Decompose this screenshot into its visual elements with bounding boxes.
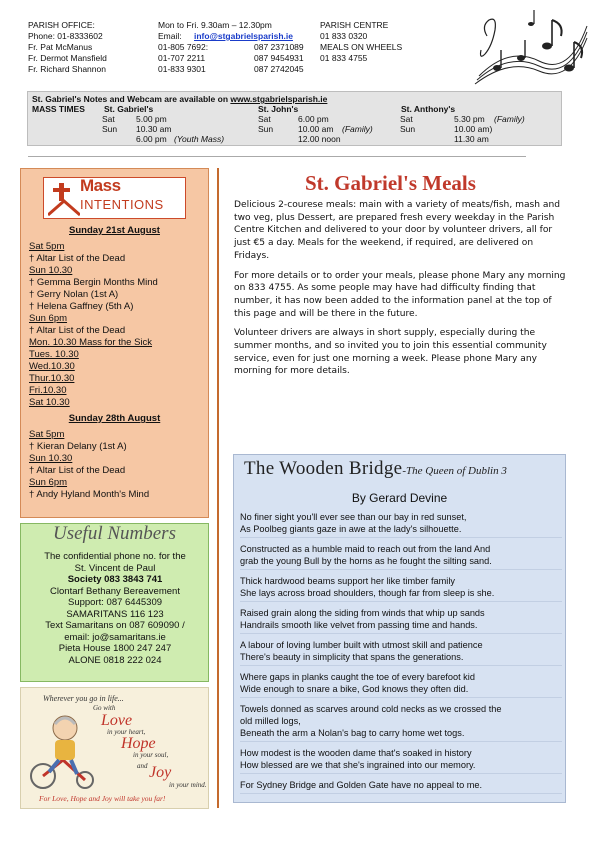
intention-line: † Kieran Delany (1st A) xyxy=(29,441,127,452)
meals-paragraph: For more details or to order your meals, please phone Mary any morning on 833 4755. As some people may have had difficulty finding that number, it has now been added to the information panel at the top of this page and will be there in the future. xyxy=(234,270,566,319)
intention-line: † Gemma Bergin Months Mind xyxy=(29,277,158,288)
intention-line: † Altar List of the Dead xyxy=(29,253,126,264)
poem-line: Raised grain along the siding from winds that whip up sands xyxy=(240,608,485,618)
card-footer: For Love, Hope and Joy will take you far! xyxy=(39,794,166,803)
card-text: Wherever you go in life... xyxy=(43,694,124,703)
priest-mobile: 087 2742045 xyxy=(254,64,304,74)
useful-number-line: Pieta House 1800 247 247 xyxy=(58,643,172,654)
poem-stanza xyxy=(240,671,562,698)
priest-mobile: 087 9454931 xyxy=(254,53,304,63)
grandpa-tricycle-illustration xyxy=(29,710,99,792)
header-label: PARISH OFFICE: xyxy=(28,20,95,30)
useful-number-line: Society 083 3843 741 xyxy=(67,574,163,585)
sunday-heading: Sunday 21st August xyxy=(69,225,160,236)
mass-time-label: Mon. 10.30 Mass for the Sick xyxy=(29,337,153,348)
card-text: in your heart, xyxy=(107,728,146,736)
priest-phone: 01-833 9301 xyxy=(158,64,206,74)
poem-line: Thick hardwood beams support her like timber family xyxy=(240,576,455,586)
priest-name: Fr. Dermot Mansfield xyxy=(28,53,107,63)
header-divider xyxy=(28,156,526,157)
poem-line: How blessed are we that she's ingrained into our memory. xyxy=(240,760,476,770)
priest-name: Fr. Pat McManus xyxy=(28,42,93,52)
card-text: and xyxy=(137,762,148,770)
card-text: in your soul, xyxy=(133,751,169,759)
intention-line: † Altar List of the Dead xyxy=(29,465,126,476)
poem-line: There's beauty in simplicity that spans the generations. xyxy=(240,652,464,662)
mass-times-label: MASS TIMES xyxy=(32,104,85,114)
mass-times-row: Sun 10.30 am Sun 10.00 am (Family) Sun 10.00 am) xyxy=(102,124,493,134)
logo-text: Mass xyxy=(80,176,121,195)
poem-line: As Poolbeg giants gaze in awe at the lady's silhouette. xyxy=(240,524,462,534)
poem-stanza xyxy=(240,543,562,570)
header-label: MEALS ON WHEELS xyxy=(320,42,403,52)
useful-number-line: St. Vincent de Paul xyxy=(74,562,156,574)
header-label: PARISH CENTRE xyxy=(320,20,389,30)
mass-times-panel xyxy=(27,91,562,146)
useful-number-line: Support: 087 6445309 xyxy=(67,597,163,608)
poem-line: Wide enough to snare a bike, God knows they often did. xyxy=(240,684,469,694)
mass-times-row: Sat 5.00 pm Sat 6.00 pm Sat 5.30 pm (Family) xyxy=(102,114,525,124)
poem-stanza xyxy=(240,703,562,742)
mass-time-label: Wed.10.30 xyxy=(29,361,75,372)
meals-paragraph: Volunteer drivers are always in short supply, especially during the summer months, and so invited you to join this essential community service, even for just one morning a week. Please phone Mary any morning for more details. xyxy=(234,328,547,377)
email-label: Email: xyxy=(158,31,182,41)
office-hours: Mon to Fri. 9.30am – 12.30pm xyxy=(158,20,272,30)
poem-line: For Sydney Bridge and Golden Gate have no appeal to me. xyxy=(240,780,483,790)
church-name: St. Anthony's xyxy=(401,104,456,114)
meals-title: St. Gabriel's Meals xyxy=(305,171,476,195)
mass-time-label: Sun 6pm xyxy=(29,477,68,488)
poem-title xyxy=(244,458,507,479)
useful-number-line: Clontarf Bethany Bereavement xyxy=(50,585,180,597)
poem-stanza xyxy=(240,639,562,666)
card-text: in your mind. xyxy=(169,781,207,789)
poem-stanza xyxy=(240,575,562,602)
church-cross-icon xyxy=(48,181,80,217)
meals-article xyxy=(234,199,566,385)
poem-line: No finer sight you'll ever see than our bay in red sunset, xyxy=(240,512,467,522)
poem-stanza xyxy=(240,511,562,538)
mass-time-label: Thur.10.30 xyxy=(29,373,75,384)
priest-mobile: 087 2371089 xyxy=(254,42,304,52)
useful-number-line: The confidential phone no. for the xyxy=(44,551,186,562)
poem-subtitle: -The Queen of Dublin 3 xyxy=(402,465,507,477)
parish-website-link[interactable]: www.stgabrielsparish.ie xyxy=(230,94,328,104)
church-name: St. John's xyxy=(258,104,299,114)
sunday-heading: Sunday 28th August xyxy=(68,413,161,424)
card-text: Go with xyxy=(93,704,116,712)
poem-stanza xyxy=(240,747,562,774)
music-notes-icon xyxy=(469,6,589,88)
poem-line: Constructed as a humble maid to reach out from the land And xyxy=(240,544,491,554)
poem-line: Beneath the arm a Nolan's bag to carry home wet togs. xyxy=(240,728,465,738)
column-divider xyxy=(217,168,219,808)
card-text: Hope xyxy=(121,735,156,752)
logo-text: INTENTIONS xyxy=(80,197,164,212)
poem-title-main: The Wooden Bridge xyxy=(244,458,403,479)
mass-time-label: Sat 10.30 xyxy=(29,397,70,408)
intention-line: † Andy Hyland Month's Mind xyxy=(29,489,150,500)
mass-times-row: 6.00 pm (Youth Mass) 12.00 noon 11.30 am xyxy=(136,134,489,144)
poem-stanza xyxy=(240,607,562,634)
useful-number-line: SAMARITANS 116 123 xyxy=(66,608,164,620)
useful-number-line: ALONE 0818 222 024 xyxy=(68,654,162,666)
mass-time-label: Sat 5pm xyxy=(29,429,65,440)
poem-author: By Gerard Devine xyxy=(351,491,448,505)
poem-line: A labour of loving lumber built with utmost skill and patience xyxy=(240,640,483,650)
mass-time-label: Sun 6pm xyxy=(29,313,68,324)
mass-time-label: Fri.10.30 xyxy=(29,385,67,396)
love-hope-joy-card xyxy=(20,687,209,809)
mass-time-label: Sat 5pm xyxy=(29,241,65,252)
priest-phone: 01-707 2211 xyxy=(158,53,206,63)
useful-number-line: Text Samaritans on 087 609090 / xyxy=(45,620,185,631)
card-text: Love xyxy=(101,712,133,729)
parish-centre-phone: 01 833 0320 xyxy=(320,31,368,41)
mass-time-label: Sun 10.30 xyxy=(29,265,73,276)
email-link[interactable]: info@stgabrielsparish.ie xyxy=(194,31,293,41)
mass-time-label: Sun 10.30 xyxy=(29,453,73,464)
samaritans-email[interactable]: email: jo@samaritans.ie xyxy=(64,631,166,643)
webcam-note: St. Gabriel's Notes and Webcam are available on www.stgabrielsparish.ie xyxy=(32,94,328,104)
useful-numbers-panel xyxy=(20,523,209,682)
intention-line: † Helena Gaffney (5th A) xyxy=(29,301,134,312)
poem-line: Handrails smooth like velvet from passing time and hands. xyxy=(240,620,478,630)
mass-times-heading xyxy=(32,104,562,114)
mass-intentions-panel xyxy=(20,168,209,518)
mass-time-label: Tues. 10.30 xyxy=(29,349,79,360)
priest-phone: 01-805 7692: xyxy=(158,42,209,52)
card-text: Joy xyxy=(149,764,172,781)
intention-line: † Altar List of the Dead xyxy=(29,325,126,336)
church-name: St. Gabriel's xyxy=(104,104,154,114)
meals-paragraph: Delicious 2-courese meals: main with a variety of meats/fish, mash and two veg, plus Dessert, are prepared fresh every weekday in the Parish Centre Kitchen and delivered to your door by volunteer drivers, all for just €5 a day. Meals for the weekend, if required, are delivered on Fridays. xyxy=(234,200,561,261)
poem-line: She lays across broad shoulders, though far from sleep is she. xyxy=(240,588,495,598)
parish-office-phone: Phone: 01-8333602 xyxy=(28,31,103,41)
poem-line: Where gaps in planks caught the toe of every barefoot kid xyxy=(240,672,475,682)
poem-line: How modest is the wooden dame that's soaked in history xyxy=(240,748,472,758)
poem-stanza xyxy=(240,779,562,794)
parish-contact-header xyxy=(28,20,508,75)
poem-panel xyxy=(233,454,566,803)
intention-line: † Gerry Nolan (1st A) xyxy=(29,289,119,300)
useful-numbers-list xyxy=(25,551,205,666)
poem-line: Towels donned as scarves around cold necks as we crossed the xyxy=(240,704,502,714)
meals-on-wheels-phone: 01 833 4755 xyxy=(320,53,368,63)
poem-line: grab the young Bull by the horns as he fought the silting sand. xyxy=(240,556,492,566)
mass-intentions-logo xyxy=(43,177,186,219)
poem-line: old milled logs, xyxy=(240,716,301,726)
priest-name: Fr. Richard Shannon xyxy=(28,64,106,74)
useful-numbers-title: Useful Numbers xyxy=(53,523,176,544)
